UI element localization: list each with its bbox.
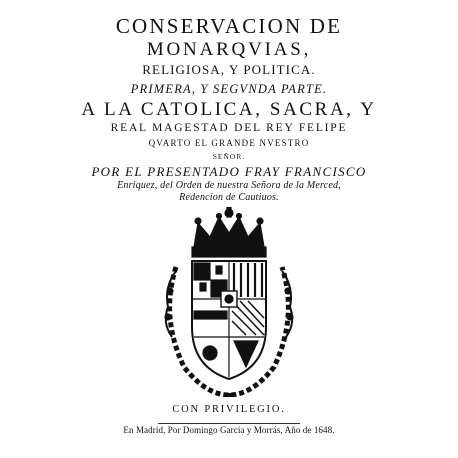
imprint-line: En Madrid, Por Domingo García y Morrás, Año de 1648. [123,425,335,435]
imprint-rule [158,423,300,424]
author-line-1: POR EL PRESENTADO FRAY FRANCISCO [91,164,367,179]
title-line-1: CONSERVACION DE [115,14,343,38]
title-line-2: MONARQVIAS, [146,39,312,60]
dedication-line-4: SEÑOR. [212,152,246,161]
dedication-line-2: REAL MAGESTAD DEL REY FELIPE [110,122,348,134]
parts-line: PRIMERA, Y SEGVNDA PARTE. [130,82,328,96]
dedication-line-1: A LA CATOLICA, SACRA, Y [81,99,377,120]
author-line-2: Enriquez, del Orden de nuestra Señora de la Merced, [117,180,341,191]
subtitle: RELIGIOSA, Y POLITICA. [142,62,316,77]
dedication-line-3: QVARTO EL GRANDE NVESTRO [148,138,310,148]
author-line-3: Redencion de Cautiuos. [179,192,279,203]
privilege-line: CON PRIVILEGIO. [172,404,286,415]
royal-coat-of-arms-icon [154,207,304,397]
